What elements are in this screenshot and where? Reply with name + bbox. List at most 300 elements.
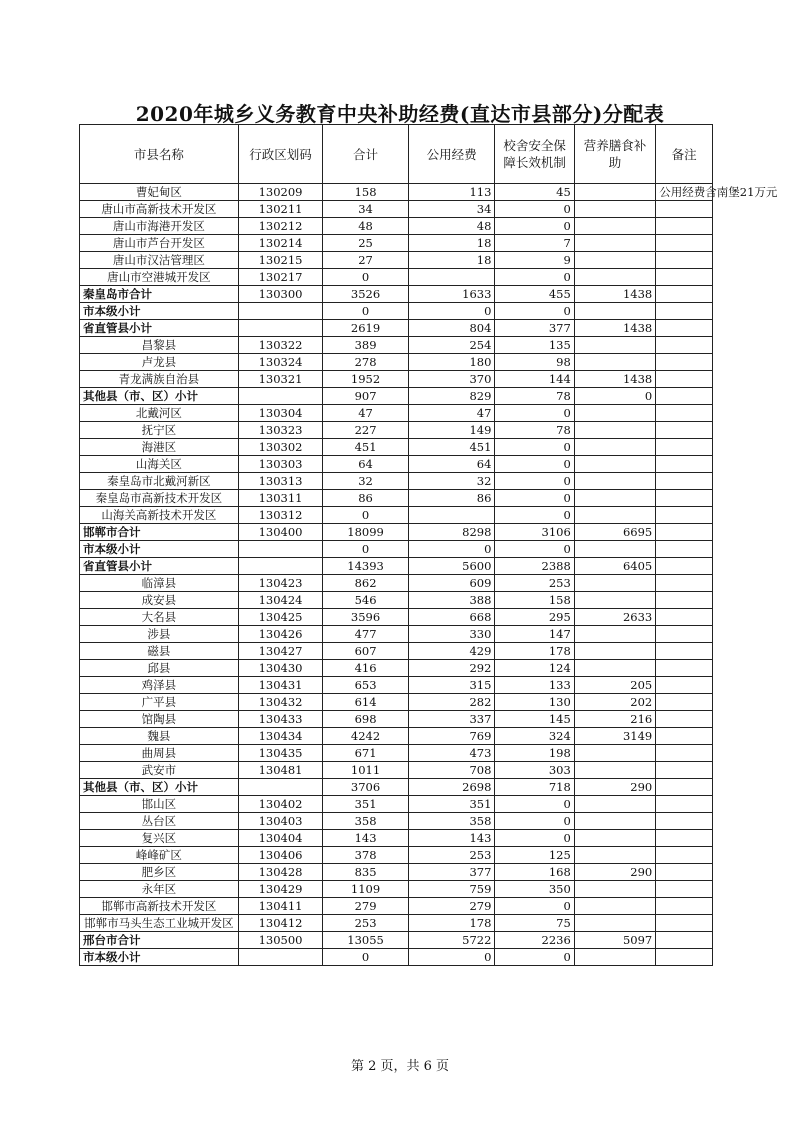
cell-nutrition-subsidy <box>574 813 655 830</box>
cell-remarks <box>656 609 713 626</box>
cell-total: 0 <box>323 541 409 558</box>
cell-nutrition-subsidy <box>574 507 655 524</box>
table-row <box>80 201 713 218</box>
cell-total: 64 <box>323 456 409 473</box>
cell-nutrition-subsidy <box>574 218 655 235</box>
cell-region-name: 秦皇岛市合计 <box>80 286 239 303</box>
cell-public-funds: 315 <box>408 677 495 694</box>
cell-division-code <box>238 388 323 405</box>
cell-division-code <box>238 541 323 558</box>
cell-school-safety: 253 <box>495 575 574 592</box>
cell-total: 253 <box>323 915 409 932</box>
cell-region-name: 成安县 <box>80 592 239 609</box>
cell-total: 546 <box>323 592 409 609</box>
cell-public-funds <box>408 507 495 524</box>
cell-remarks <box>656 592 713 609</box>
cell-remarks <box>656 354 713 371</box>
cell-public-funds: 113 <box>408 184 495 201</box>
cell-school-safety: 78 <box>495 422 574 439</box>
cell-nutrition-subsidy: 290 <box>574 864 655 881</box>
cell-region-name: 曹妃甸区 <box>80 184 239 201</box>
cell-region-name: 魏县 <box>80 728 239 745</box>
cell-school-safety: 9 <box>495 252 574 269</box>
cell-public-funds: 429 <box>408 643 495 660</box>
cell-public-funds: 8298 <box>408 524 495 541</box>
table-row <box>80 218 713 235</box>
cell-public-funds: 47 <box>408 405 495 422</box>
cell-school-safety: 350 <box>495 881 574 898</box>
cell-division-code: 130434 <box>238 728 323 745</box>
cell-public-funds: 351 <box>408 796 495 813</box>
cell-total: 47 <box>323 405 409 422</box>
cell-region-name: 市本级小计 <box>80 541 239 558</box>
cell-public-funds: 388 <box>408 592 495 609</box>
cell-region-name: 昌黎县 <box>80 337 239 354</box>
cell-division-code: 130211 <box>238 201 323 218</box>
cell-remarks <box>656 490 713 507</box>
cell-remarks <box>656 422 713 439</box>
cell-region-name: 广平县 <box>80 694 239 711</box>
cell-division-code: 130313 <box>238 473 323 490</box>
cell-region-name: 邯郸市马头生态工业城开发区 <box>80 915 239 932</box>
cell-nutrition-subsidy <box>574 405 655 422</box>
cell-public-funds: 0 <box>408 303 495 320</box>
cell-school-safety: 124 <box>495 660 574 677</box>
cell-public-funds: 759 <box>408 881 495 898</box>
table-row <box>80 405 713 422</box>
cell-school-safety: 0 <box>495 303 574 320</box>
cell-public-funds: 86 <box>408 490 495 507</box>
table-row <box>80 354 713 371</box>
cell-total: 451 <box>323 439 409 456</box>
cell-school-safety: 0 <box>495 218 574 235</box>
cell-remarks <box>656 337 713 354</box>
table-row <box>80 303 713 320</box>
cell-total: 351 <box>323 796 409 813</box>
cell-division-code: 130500 <box>238 932 323 949</box>
cell-total: 0 <box>323 507 409 524</box>
cell-division-code: 130428 <box>238 864 323 881</box>
cell-division-code: 130400 <box>238 524 323 541</box>
cell-nutrition-subsidy <box>574 643 655 660</box>
cell-region-name: 海港区 <box>80 439 239 456</box>
cell-region-name: 青龙满族自治县 <box>80 371 239 388</box>
cell-division-code: 130322 <box>238 337 323 354</box>
cell-nutrition-subsidy <box>574 456 655 473</box>
cell-remarks <box>656 524 713 541</box>
table-row <box>80 575 713 592</box>
cell-region-name: 唐山市芦台开发区 <box>80 235 239 252</box>
table-row <box>80 473 713 490</box>
cell-total: 48 <box>323 218 409 235</box>
cell-total: 4242 <box>323 728 409 745</box>
cell-public-funds: 253 <box>408 847 495 864</box>
cell-division-code: 130423 <box>238 575 323 592</box>
cell-remarks <box>656 779 713 796</box>
header-total: 合计 <box>323 125 409 184</box>
cell-school-safety: 303 <box>495 762 574 779</box>
table-row <box>80 728 713 745</box>
cell-region-name: 磁县 <box>80 643 239 660</box>
cell-public-funds: 804 <box>408 320 495 337</box>
cell-division-code <box>238 558 323 575</box>
cell-division-code <box>238 949 323 966</box>
cell-division-code: 130430 <box>238 660 323 677</box>
table-row <box>80 609 713 626</box>
cell-region-name: 大名县 <box>80 609 239 626</box>
cell-division-code: 130209 <box>238 184 323 201</box>
cell-public-funds: 5600 <box>408 558 495 575</box>
table-row <box>80 524 713 541</box>
table-row <box>80 796 713 813</box>
cell-division-code <box>238 303 323 320</box>
table-row <box>80 337 713 354</box>
table-row <box>80 847 713 864</box>
cell-nutrition-subsidy <box>574 898 655 915</box>
cell-remarks <box>656 643 713 660</box>
cell-remarks <box>656 898 713 915</box>
cell-region-name: 邱县 <box>80 660 239 677</box>
cell-division-code: 130411 <box>238 898 323 915</box>
cell-public-funds: 0 <box>408 541 495 558</box>
cell-school-safety: 130 <box>495 694 574 711</box>
cell-public-funds: 149 <box>408 422 495 439</box>
cell-school-safety: 0 <box>495 405 574 422</box>
table-row <box>80 269 713 286</box>
cell-school-safety: 144 <box>495 371 574 388</box>
cell-total: 1952 <box>323 371 409 388</box>
cell-nutrition-subsidy <box>574 439 655 456</box>
cell-region-name: 山海关高新技术开发区 <box>80 507 239 524</box>
cell-public-funds: 829 <box>408 388 495 405</box>
table-row <box>80 456 713 473</box>
cell-school-safety: 98 <box>495 354 574 371</box>
cell-division-code: 130321 <box>238 371 323 388</box>
cell-division-code: 130403 <box>238 813 323 830</box>
cell-region-name: 唐山市汉沽管理区 <box>80 252 239 269</box>
cell-total: 13055 <box>323 932 409 949</box>
cell-remarks <box>656 303 713 320</box>
cell-remarks: 公用经费含南堡21万元 <box>656 184 713 201</box>
cell-region-name: 北戴河区 <box>80 405 239 422</box>
cell-school-safety: 0 <box>495 473 574 490</box>
cell-region-name: 省直管县小计 <box>80 320 239 337</box>
cell-remarks <box>656 796 713 813</box>
cell-school-safety: 198 <box>495 745 574 762</box>
cell-total: 25 <box>323 235 409 252</box>
cell-nutrition-subsidy <box>574 575 655 592</box>
table-row <box>80 371 713 388</box>
cell-total: 698 <box>323 711 409 728</box>
cell-public-funds: 48 <box>408 218 495 235</box>
cell-division-code <box>238 320 323 337</box>
cell-school-safety: 125 <box>495 847 574 864</box>
cell-total: 32 <box>323 473 409 490</box>
table-row <box>80 541 713 558</box>
cell-nutrition-subsidy <box>574 915 655 932</box>
cell-school-safety: 3106 <box>495 524 574 541</box>
cell-total: 477 <box>323 626 409 643</box>
cell-total: 0 <box>323 949 409 966</box>
cell-nutrition-subsidy <box>574 354 655 371</box>
cell-public-funds: 34 <box>408 201 495 218</box>
table-row <box>80 711 713 728</box>
table-row <box>80 915 713 932</box>
cell-division-code: 130425 <box>238 609 323 626</box>
cell-remarks <box>656 762 713 779</box>
cell-total: 3596 <box>323 609 409 626</box>
header-school-safety: 校舍安全保障长效机制 <box>495 125 574 184</box>
cell-remarks <box>656 915 713 932</box>
cell-public-funds: 377 <box>408 864 495 881</box>
table-row <box>80 830 713 847</box>
cell-total: 0 <box>323 269 409 286</box>
cell-total: 86 <box>323 490 409 507</box>
cell-school-safety: 133 <box>495 677 574 694</box>
cell-public-funds: 18 <box>408 235 495 252</box>
cell-total: 614 <box>323 694 409 711</box>
cell-public-funds: 178 <box>408 915 495 932</box>
cell-public-funds: 5722 <box>408 932 495 949</box>
cell-nutrition-subsidy <box>574 201 655 218</box>
cell-school-safety: 0 <box>495 201 574 218</box>
cell-school-safety: 0 <box>495 796 574 813</box>
cell-school-safety: 78 <box>495 388 574 405</box>
cell-remarks <box>656 388 713 405</box>
cell-remarks <box>656 507 713 524</box>
cell-remarks <box>656 235 713 252</box>
cell-public-funds: 18 <box>408 252 495 269</box>
cell-total: 3526 <box>323 286 409 303</box>
cell-total: 278 <box>323 354 409 371</box>
cell-total: 227 <box>323 422 409 439</box>
cell-public-funds: 2698 <box>408 779 495 796</box>
cell-region-name: 唐山市海港开发区 <box>80 218 239 235</box>
cell-total: 416 <box>323 660 409 677</box>
cell-division-code: 130433 <box>238 711 323 728</box>
cell-total: 907 <box>323 388 409 405</box>
cell-nutrition-subsidy <box>574 184 655 201</box>
cell-total: 27 <box>323 252 409 269</box>
cell-total: 378 <box>323 847 409 864</box>
cell-nutrition-subsidy: 6405 <box>574 558 655 575</box>
cell-division-code: 130214 <box>238 235 323 252</box>
cell-division-code: 130404 <box>238 830 323 847</box>
cell-region-name: 邢台市合计 <box>80 932 239 949</box>
cell-total: 158 <box>323 184 409 201</box>
page-footer: 第 2 页，共 6 页 <box>350 1059 450 1074</box>
cell-nutrition-subsidy <box>574 949 655 966</box>
cell-total: 835 <box>323 864 409 881</box>
cell-region-name: 鸡泽县 <box>80 677 239 694</box>
cell-total: 1109 <box>323 881 409 898</box>
cell-remarks <box>656 864 713 881</box>
cell-remarks <box>656 626 713 643</box>
cell-school-safety: 158 <box>495 592 574 609</box>
cell-remarks <box>656 711 713 728</box>
cell-school-safety: 0 <box>495 949 574 966</box>
cell-remarks <box>656 439 713 456</box>
cell-division-code: 130412 <box>238 915 323 932</box>
cell-division-code: 130302 <box>238 439 323 456</box>
header-remarks: 备注 <box>656 125 713 184</box>
cell-division-code: 130426 <box>238 626 323 643</box>
cell-division-code: 130435 <box>238 745 323 762</box>
table-row <box>80 932 713 949</box>
cell-school-safety: 324 <box>495 728 574 745</box>
cell-nutrition-subsidy <box>574 490 655 507</box>
cell-region-name: 曲周县 <box>80 745 239 762</box>
cell-public-funds: 143 <box>408 830 495 847</box>
cell-division-code: 130312 <box>238 507 323 524</box>
cell-public-funds: 473 <box>408 745 495 762</box>
cell-public-funds: 1633 <box>408 286 495 303</box>
cell-division-code: 130427 <box>238 643 323 660</box>
cell-public-funds: 668 <box>408 609 495 626</box>
cell-division-code: 130432 <box>238 694 323 711</box>
cell-school-safety: 2236 <box>495 932 574 949</box>
cell-public-funds: 64 <box>408 456 495 473</box>
cell-public-funds: 32 <box>408 473 495 490</box>
table-row <box>80 881 713 898</box>
table-row <box>80 235 713 252</box>
cell-public-funds <box>408 269 495 286</box>
cell-division-code <box>238 779 323 796</box>
cell-school-safety: 377 <box>495 320 574 337</box>
cell-region-name: 肥乡区 <box>80 864 239 881</box>
cell-region-name: 卢龙县 <box>80 354 239 371</box>
cell-nutrition-subsidy <box>574 796 655 813</box>
table-row <box>80 949 713 966</box>
cell-division-code: 130304 <box>238 405 323 422</box>
cell-public-funds: 609 <box>408 575 495 592</box>
cell-nutrition-subsidy <box>574 473 655 490</box>
cell-division-code: 130402 <box>238 796 323 813</box>
cell-region-name: 峰峰矿区 <box>80 847 239 864</box>
cell-nutrition-subsidy <box>574 337 655 354</box>
cell-nutrition-subsidy: 290 <box>574 779 655 796</box>
cell-school-safety: 0 <box>495 439 574 456</box>
table-header-row <box>80 125 713 184</box>
header-nutrition-subsidy: 营养膳食补助 <box>574 125 655 184</box>
cell-remarks <box>656 881 713 898</box>
cell-total: 607 <box>323 643 409 660</box>
cell-remarks <box>656 269 713 286</box>
cell-nutrition-subsidy: 1438 <box>574 320 655 337</box>
table-row <box>80 864 713 881</box>
cell-total: 2619 <box>323 320 409 337</box>
cell-remarks <box>656 745 713 762</box>
cell-remarks <box>656 694 713 711</box>
cell-total: 1011 <box>323 762 409 779</box>
allocation-table <box>79 124 778 966</box>
cell-remarks <box>656 949 713 966</box>
cell-division-code: 130217 <box>238 269 323 286</box>
cell-region-name: 复兴区 <box>80 830 239 847</box>
cell-nutrition-subsidy: 1438 <box>574 286 655 303</box>
table-row <box>80 694 713 711</box>
table-row <box>80 439 713 456</box>
cell-division-code: 130323 <box>238 422 323 439</box>
cell-remarks <box>656 575 713 592</box>
cell-total: 3706 <box>323 779 409 796</box>
cell-nutrition-subsidy: 1438 <box>574 371 655 388</box>
cell-nutrition-subsidy: 202 <box>574 694 655 711</box>
cell-public-funds: 282 <box>408 694 495 711</box>
cell-nutrition-subsidy <box>574 235 655 252</box>
cell-total: 279 <box>323 898 409 915</box>
cell-nutrition-subsidy <box>574 626 655 643</box>
cell-region-name: 临漳县 <box>80 575 239 592</box>
cell-remarks <box>656 371 713 388</box>
cell-nutrition-subsidy <box>574 422 655 439</box>
cell-school-safety: 455 <box>495 286 574 303</box>
table-row <box>80 626 713 643</box>
cell-region-name: 秦皇岛市北戴河新区 <box>80 473 239 490</box>
cell-school-safety: 0 <box>495 898 574 915</box>
table-body <box>80 184 778 966</box>
cell-nutrition-subsidy: 3149 <box>574 728 655 745</box>
cell-remarks <box>656 218 713 235</box>
cell-division-code: 130424 <box>238 592 323 609</box>
cell-public-funds: 451 <box>408 439 495 456</box>
cell-total: 358 <box>323 813 409 830</box>
cell-nutrition-subsidy <box>574 303 655 320</box>
cell-remarks <box>656 660 713 677</box>
cell-region-name: 唐山市空港城开发区 <box>80 269 239 286</box>
table-row <box>80 320 713 337</box>
cell-nutrition-subsidy <box>574 745 655 762</box>
cell-school-safety: 147 <box>495 626 574 643</box>
cell-remarks <box>656 830 713 847</box>
cell-division-code: 130303 <box>238 456 323 473</box>
cell-public-funds: 708 <box>408 762 495 779</box>
cell-total: 671 <box>323 745 409 762</box>
cell-remarks <box>656 541 713 558</box>
cell-division-code: 130481 <box>238 762 323 779</box>
cell-region-name: 其他县（市、区）小计 <box>80 388 239 405</box>
cell-school-safety: 75 <box>495 915 574 932</box>
cell-region-name: 抚宁区 <box>80 422 239 439</box>
cell-nutrition-subsidy: 0 <box>574 388 655 405</box>
table-row <box>80 592 713 609</box>
cell-school-safety: 718 <box>495 779 574 796</box>
cell-division-code: 130300 <box>238 286 323 303</box>
table-row <box>80 507 713 524</box>
cell-nutrition-subsidy <box>574 660 655 677</box>
cell-total: 143 <box>323 830 409 847</box>
cell-public-funds: 337 <box>408 711 495 728</box>
cell-division-code: 130324 <box>238 354 323 371</box>
table-row <box>80 286 713 303</box>
cell-remarks <box>656 677 713 694</box>
cell-public-funds: 292 <box>408 660 495 677</box>
cell-division-code: 130429 <box>238 881 323 898</box>
table-row <box>80 558 713 575</box>
cell-division-code: 130311 <box>238 490 323 507</box>
cell-total: 862 <box>323 575 409 592</box>
cell-region-name: 涉县 <box>80 626 239 643</box>
cell-public-funds: 0 <box>408 949 495 966</box>
cell-school-safety: 0 <box>495 269 574 286</box>
cell-remarks <box>656 558 713 575</box>
table-row <box>80 184 713 201</box>
table-row <box>80 490 713 507</box>
cell-nutrition-subsidy <box>574 881 655 898</box>
cell-remarks <box>656 847 713 864</box>
cell-total: 34 <box>323 201 409 218</box>
cell-remarks <box>656 201 713 218</box>
